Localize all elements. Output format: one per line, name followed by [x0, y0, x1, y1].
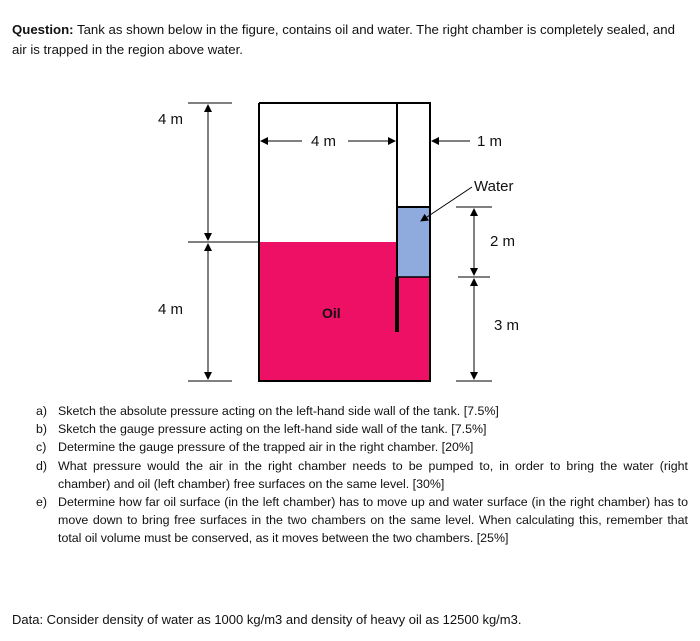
part-text: Sketch the gauge pressure acting on the left-hand side wall of the tank. [7.5%] — [58, 422, 487, 437]
lower-height-label: 4 m — [158, 301, 184, 318]
water-pointer-arrow — [421, 187, 472, 221]
question-body: Tank as shown below in the figure, contains oil and water. The right chamber is completely sealed, and air is trapped in the region above water. — [12, 22, 675, 57]
part-letter: c) — [36, 440, 47, 455]
water-label: Water — [474, 178, 514, 195]
part-text: Determine how far oil surface (in the left chamber) has to move up and water surface (in the right chamber) has to move down to bring free surfaces in the two chambers on the same level. When calculating this, remember that total oil volume must be conserved, as it moves between the two chambers. [25%] — [58, 495, 688, 546]
part-text: Determine the gauge pressure of the trapped air in the right chamber. [20%] — [58, 440, 474, 455]
water-region — [397, 207, 430, 277]
oil-right-chamber — [397, 277, 430, 381]
oil-height-label: 3 m — [494, 317, 520, 334]
question-part-b — [36, 420, 688, 438]
right-width-label: 1 m — [477, 133, 503, 150]
question-label: Question: — [12, 22, 74, 37]
upper-height-label: 4 m — [158, 111, 184, 128]
part-text: What pressure would the air in the right chamber needs to be pumped to, in order to bring the water (right chamber) and oil (left chamber) free surfaces on the same level. [30%] — [58, 458, 688, 491]
question-parts-list — [36, 402, 688, 548]
part-letter: e) — [36, 495, 48, 510]
water-height-label: 2 m — [490, 233, 516, 250]
question-part-a — [36, 402, 688, 420]
part-letter: a) — [36, 404, 48, 418]
oil-label: Oil — [322, 305, 341, 321]
left-height-dimensions — [188, 103, 259, 381]
question-part-c — [36, 438, 688, 456]
question-part-d — [36, 457, 688, 493]
left-width-label: 4 m — [311, 133, 337, 150]
right-height-dimensions — [456, 207, 492, 381]
part-letter: d) — [36, 458, 48, 473]
part-letter: b) — [36, 422, 48, 437]
part-text: Sketch the absolute pressure acting on the left-hand side wall of the tank. [7.5%] — [58, 404, 499, 418]
data-note: Data: Consider density of water as 1000 kg/m3 and density of heavy oil as 12500 kg/m3. — [12, 612, 522, 627]
question-part-e — [36, 493, 688, 548]
